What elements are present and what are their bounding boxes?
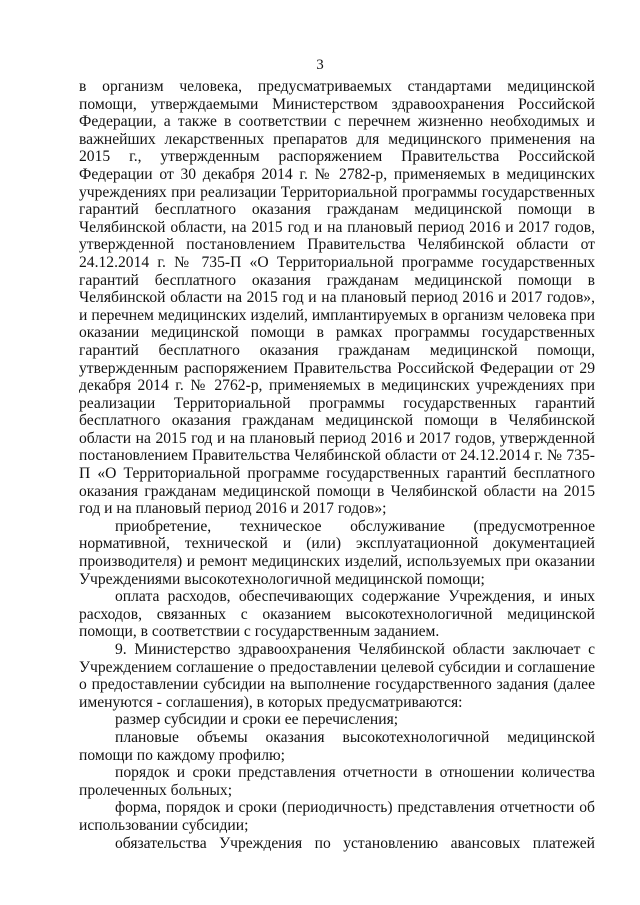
- paragraph-continuation: в организм человека, предусматриваемых стандартами медицинской помощи, утверждаемыми Министерством здравоохранения Российской Федерации, а также в соответствии с перечнем жизненно необходимых и важнейших лекарственных препаратов для медицинского применения на 2015 г., утвержденным распоряжением Правительства Российской Федерации от 30 декабря 2014 г. № 2782-р, применяемых в медицинских учреждениях при реализации Территориальной программы государственных гарантий бесплатного оказания гражданам медицинской помощи в Челябинской области, на 2015 год и на плановый период 2016 и 2017 годов, утвержденной постановлением Правительства Челябинской области от 24.12.2014 г. № 735-П «О Территориальной программе государственных гарантий бесплатного оказания гражданам медицинской помощи в Челябинской области на 2015 год и на плановый период 2016 и 2017 годов», и перечнем медицинских изделий, имплантируемых в организм человека при оказании медицинской помощи в рамках программы государственных гарантий бесплатного оказания гражданам медицинской помощи, утвержденным распоряжением Правительства Российской Федерации от 29 декабря 2014 г. № 2762-р, применяемых в медицинских учреждениях при реализации Территориальной программы государственных гарантий бесплатного оказания гражданам медицинской помощи в Челябинской области на 2015 год и на плановый период 2016 и 2017 годов, утвержденной постановлением Правительства Челябинской области от 24.12.2014 г. № 735-П «О Территориальной программе государственных гарантий бесплатного оказания гражданам медицинской помощи в Челябинской области на 2015 год и на плановый период 2016 и 2017 годов»;: [79, 78, 595, 518]
- list-item-obligations: обязательства Учреждения по установлению авансовых платежей: [115, 834, 595, 852]
- list-item-planned-volumes: плановые объемы оказания высокотехнологичной медицинской помощи по каждому профилю;: [79, 728, 595, 764]
- list-item-reporting-subsidy: форма, порядок и сроки (периодичность) представления отчетности об использовании субсидии;: [79, 799, 595, 834]
- paragraph-expenses: оплата расходов, обеспечивающих содержание Учреждения, и иных расходов, связанных с оказанием высокотехнологичной медицинской помощи, в соответствии с государственным заданием.: [79, 588, 595, 641]
- document-body: [79, 78, 595, 852]
- page-number: 3: [316, 57, 324, 73]
- list-item-subsidy-size: размер субсидии и сроки ее перечисления;: [115, 711, 399, 729]
- paragraph-equipment-maintenance: приобретение, техническое обслуживание (предусмотренное нормативной, технической и (или) эксплуатационной документацией производителя) и ремонт медицинских изделий, используемых при оказании Учреждениями высокотехнологичной медицинской помощи;: [79, 517, 595, 588]
- list-item-reporting-patients: порядок и сроки представления отчетности в отношении количества пролеченных больных;: [79, 764, 595, 799]
- paragraph-clause-9: 9. Министерство здравоохранения Челябинской области заключает с Учреждением соглашение о предоставлении целевой субсидии и соглашение о предоставлении субсидии на выполнение государственного задания (далее именуются - соглашения), в которых предусматриваются:: [79, 641, 595, 711]
